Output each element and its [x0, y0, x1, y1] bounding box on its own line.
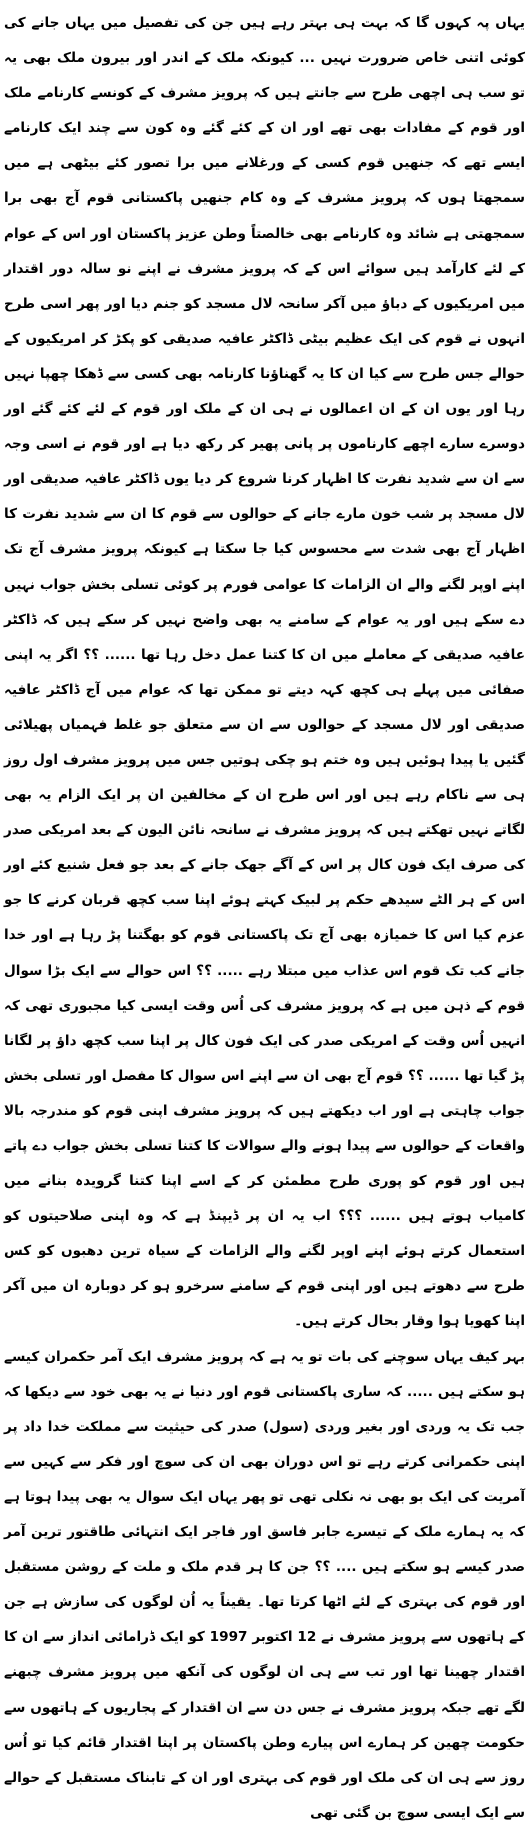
paragraph-1: یہاں پہ کہوں گا کہ بہت ہی بہتر رہے ہیں جن کی تفصیل میں یہاں جانے کی کوئی اتنی خاص ضرورت نہیں ... کیونکہ ملک کے اندر اور بیرون ملک بھی یہ تو سب ہی اچھی طرح سے جانتے ہیں کہ پرویز مشرف کے کونسے کارنامے ملک اور قوم کے مفادات بھی تھے اور ان کے کئے گئے وہ کون سے چند ایک کارنامے ایسے تھے کہ جنھیں قوم کسی کے ورغلانے میں برا تصور کئے بیٹھی ہے میں سمجھتا ہوں کہ پرویز مشرف کے وہ کام جنھیں پاکستانی قوم آج بھی برا سمجھتی ہے شائد وہ کارنامے بھی خالصتاً وطن عزیز پاکستان اور اس کے عوام کے لئے کارآمد ہیں سوائے اس کے کہ پرویز مشرف نے اپنے نو سالہ دور اقتدار میں امریکیوں کے دباؤ میں آکر سانحہ لال مسجد کو جنم دیا اور پھر اسی طرح انہوں نے قوم کی ایک عظیم بیٹی ڈاکٹر عافیہ صدیقی کو پکڑ کر امریکیوں کے حوالے جس طرح سے کیا ان کا یہ گھناؤنا کارنامہ بھی کسی سے ڈھکا چھپا نہیں رہا اور یوں ان کے ان اعمالوں نے ہی ان کے ملک اور قوم کے لئے کئے گئے اور دوسرے سارے اچھے کارناموں پر پانی پھیر کر رکھ دیا ہے اور قوم نے اسی وجہ سے ان سے شدید نفرت کا اظہار کرنا شروع کر دیا یوں ڈاکٹر عافیہ صدیقی اور لال مسجد پر شب خون مارے جانے کے حوالوں سے قوم کا ان سے شدید نفرت کا اظہار آج بھی شدت سے محسوس کیا جا سکتا ہے کیونکہ پرویز مشرف آج تک اپنے اوپر لگنے والے ان الزامات کا عوامی فورم پر کوئی تسلی بخش جواب نہیں دے سکے ہیں اور یہ عوام کے سامنے یہ بھی واضح نہیں کر سکے ہیں کہ ڈاکٹر عافیہ صدیقی کے معاملے میں ان کا کتنا عمل دخل رہا تھا ...... ؟؟ اگر یہ اپنی صفائی میں پہلے ہی کچھ کہہ دیتے تو ممکن تھا کہ عوام میں آج ڈاکٹر عافیہ صدیقی اور لال مسجد کے حوالوں سے ان سے متعلق جو غلط فہمیاں پھیلائی گئیں یا پیدا ہوئیں ہیں وہ ختم ہو چکی ہوتیں جس میں پرویز مشرف اول روز ہی سے ناکام رہے ہیں اور اس طرح ان کے مخالفین ان پر ایک الزام یہ بھی لگاتے نہیں تھکتے ہیں کہ پرویز مشرف نے سانحہ نائن الیون کے بعد امریکی صدر کی صرف ایک فون کال پر اس کے آگے جھک جانے کے بعد جو فعل شنیع کئے اور اس کے ہر الٹے سیدھے حکم پر لبیک کہتے ہوئے اپنا سب کچھ قربان کرنے کا جو عزم کیا اس کا خمیازہ بھی آج تک پاکستانی قوم کو بھگتنا پڑ رہا ہے اور خدا جانے کب تک قوم اس عذاب میں مبتلا رہے ..... ؟؟ اس حوالے سے ایک بڑا سوال قوم کے ذہن میں ہے کہ پرویز مشرف کی اُس وقت ایسی کیا مجبوری تھی کہ انہیں اُس وقت کے امریکی صدر کی ایک فون کال پر اپنا سب کچھ داؤ پر لگانا پڑ گیا تھا ...... ؟؟ قوم آج بھی ان سے اپنے اس سوال کا مفصل اور تسلی بخش جواب چاہتی ہے اور اب دیکھتے ہیں کہ پرویز مشرف اپنی قوم کو مندرجہ بالا واقعات کے حوالوں سے پیدا ہونے والے سوالات کا کتنا تسلی بخش جواب دے پاتے ہیں اور قوم کو پوری طرح مطمئن کر کے اسے اپنا کتنا گرویدہ بنانے میں کامیاب ہوتے ہیں ...... ؟؟؟ اب یہ ان پر ڈیپنڈ ہے کہ وہ اپنی صلاحیتوں کو استعمال کرتے ہوئے اپنے اوپر لگنے والے الزامات کے سیاہ ترین دھبوں کو کس طرح سے دھوتے ہیں اور اپنی قوم کے سامنے سرخرو ہو کر دوبارہ ان میں آکر اپنا کھویا ہوا وقار بحال کرتے ہیں۔ — [4, 15, 525, 1330]
paragraph-2: بہر کیف یہاں سوچنے کی بات تو یہ ہے کہ پرویز مشرف ایک آمر حکمران کیسے ہو سکتے ہیں ..... کہ ساری پاکستانی قوم اور دنیا نے یہ بھی خود سے دیکھا کہ جب تک یہ وردی اور بغیر وردی (سول) صدر کی حیثیت سے مملکت خدا داد پر اپنی حکمرانی کرتے رہے تو اس دوران بھی ان کی سوچ اور فکر سے کہیں سے آمریت کی ایک بو بھی نہ نکلی تھی تو پھر یہاں ایک سوال یہ بھی پیدا ہوتا ہے کہ یہ ہمارے ملک کے تیسرے جابر فاسق اور فاجر ایک انتہائی طاقتور ترین آمر صدر کیسے ہو سکتے ہیں .... ؟؟ جن کا ہر قدم ملک و ملت کے روشن مستقبل اور قوم کی بہتری کے لئے اٹھا کرتا تھا۔ یقیناً یہ اُن لوگوں کی سازش ہے جن کے ہاتھوں سے پرویز مشرف نے 12 اکتوبر 1997 کو ایک ڈرامائی انداز سے ان کا اقتدار چھینا تھا اور تب سے ہی ان لوگوں کی آنکھ میں پرویز مشرف چبھنے لگے تھے جبکہ پرویز مشرف نے جس دن سے ان اقتدار کے پجاریوں کے ہاتھوں سے حکومت چھین کر ہمارے اس پیارے وطن پاکستان پر اپنا اقتدار قائم کیا تو اُس روز سے ہی ان کی ملک اور قوم کی بہتری اور ان کے تابناک مستقبل کے حوالے سے ایک ایسی سوچ بن گئی تھی — [4, 1348, 525, 1821]
article-body — [4, 6, 525, 1831]
